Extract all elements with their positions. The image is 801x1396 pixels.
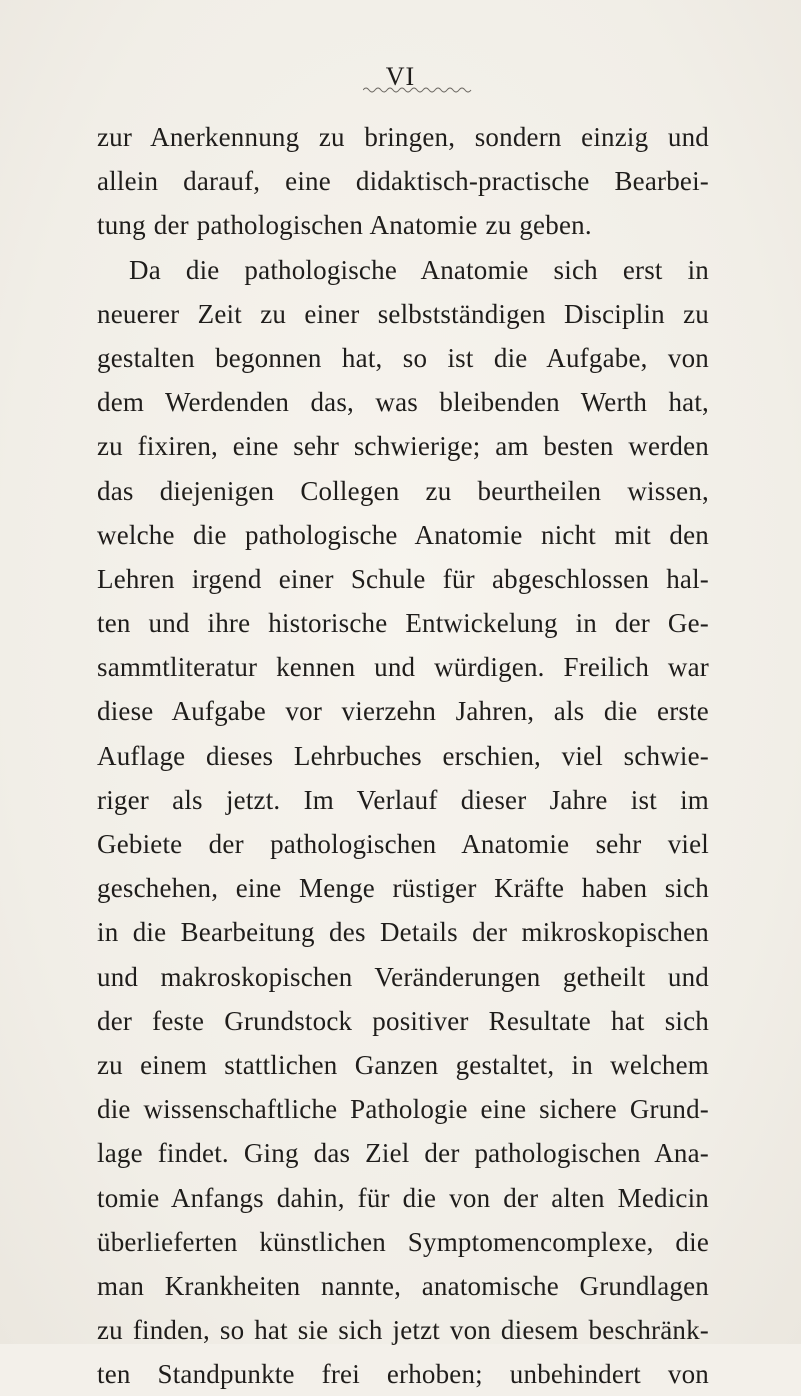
page-number: VI [385, 62, 416, 91]
text-line: überlieferten künstlichen Symptomencomplexe, die [97, 1226, 709, 1257]
text-line: Auflage dieses Lehrbuches erschien, viel schwie- [97, 740, 709, 771]
text-line: und makroskopischen Veränderungen getheilt und [97, 961, 709, 992]
text-line: tung der pathologischen Anatomie zu geben. [97, 210, 592, 241]
text-line: welche die pathologische Anatomie nicht mit den [97, 519, 709, 550]
text-line: allein darauf, eine didaktisch-practische Bearbei- [97, 166, 709, 197]
text-line: zu finden, so hat sie sich jetzt von diesem beschränk- [97, 1315, 709, 1346]
text-line: das diejenigen Collegen zu beurtheilen wissen, [97, 475, 709, 506]
text-line: Lehren irgend einer Schule für abgeschlossen hal- [97, 563, 709, 594]
text-line: die wissenschaftliche Pathologie eine sichere Grund- [97, 1094, 709, 1125]
text-line: sammtliteratur kennen und würdigen. Freilich war [97, 652, 709, 683]
text-line: man Krankheiten nannte, anatomische Grundlagen [97, 1270, 709, 1301]
text-line: zu fixiren, eine sehr schwierige; am besten werden [97, 431, 709, 462]
text-line: Gebiete der pathologischen Anatomie sehr viel [97, 829, 709, 859]
text-line: lage findet. Ging das Ziel der pathologischen Ana- [97, 1138, 709, 1169]
text-line: geschehen, eine Menge rüstiger Kräfte haben sich [97, 873, 709, 904]
text-line: ten Standpunkte frei erhoben; unbehindert von [97, 1359, 709, 1390]
text-line: zur Anerkennung zu bringen, sondern einzig und [97, 122, 709, 152]
text-line: ten und ihre historische Entwickelung in der Ge- [97, 608, 709, 639]
text-line: diese Aufgabe vor vierzehn Jahren, als die erste [97, 696, 709, 727]
text-line: der feste Grundstock positiver Resultate hat sich [97, 1005, 709, 1036]
page-number-ornament [363, 86, 473, 94]
text-line: zu einem stattlichen Ganzen gestaltet, in welchem [97, 1049, 709, 1080]
text-line: in die Bearbeitung des Details der mikroskopischen [97, 917, 709, 948]
text-line: riger als jetzt. Im Verlauf dieser Jahre ist im [97, 784, 709, 815]
body-text [97, 115, 709, 1396]
text-line: dem Werdenden das, was bleibenden Werth hat, [97, 387, 709, 418]
text-line: tomie Anfangs dahin, für die von der alten Medicin [97, 1182, 709, 1213]
text-line: neuerer Zeit zu einer selbstständigen Disciplin zu [97, 298, 709, 329]
text-line: gestalten begonnen hat, so ist die Aufgabe, von [97, 342, 709, 373]
text-line: Da die pathologische Anatomie sich erst in [129, 254, 709, 285]
